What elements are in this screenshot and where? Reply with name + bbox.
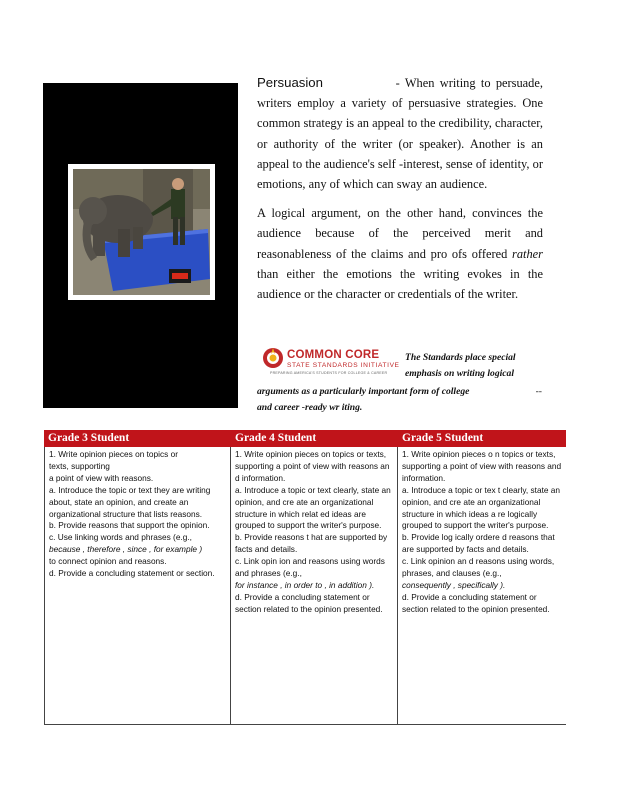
grade-4-line: a. Introduce a topic or text clearly, state an opinion, and cre ate an organizational structure in which relat ed ideas are grouped to support the writer's purpose. [235,484,391,531]
grade-5-line: c. Link opinion an d reasons using words, phrases, and clauses (e.g., [402,556,555,579]
persuasion-body: persuade, writers employ a variety of persuasive strategies. One common strategy is an appeal to the credibility, character, or authority of the writer (or speaker). Another is an appeal to the audience's self -interest, sense of identity, or emotions, any of which can sway an audience. [257,76,543,192]
persuasion-text [257,73,543,304]
grade-3-line: c. Use linking words and phrases (e.g., [49,532,192,543]
table-header-row [44,430,566,447]
logical-argument-paragraph [257,203,543,304]
persuasion-heading: Persuasion [257,75,323,90]
logo-tagline: PREPARING AMERICA'S STUDENTS FOR COLLEGE & CAREER [270,371,388,375]
grade-4-line: b. Provide reasons t hat are supported by facts and details. [235,532,388,555]
standards-note-dash: -- [535,386,542,397]
standards-note-bottom [257,384,542,416]
standards-note-line2: and career -ready wr iting. [257,402,363,413]
grade-4-line: d. Provide a concluding statement or section related to the opinion presented. [235,591,383,614]
grade-3-line: 1. Write opinion pieces on topics or [49,449,178,459]
standards-note-right: The Standards place special emphasis on writing logical [405,352,516,379]
grade-5-line: consequently , specifically ). [402,579,506,590]
grade-standards-table [44,430,566,725]
logical-argument-tail: than either the emotions the writing evokes in the audience or the character or credentials of the writer. [257,266,543,302]
photo-frame [68,164,215,300]
header-grade-5: Grade 5 Student [402,432,484,444]
grade-4-line: for instance , in order to , in addition ). [235,579,375,590]
header-grade-3: Grade 3 Student [48,432,130,444]
grade-4-cell [231,447,398,724]
logo-title: COMMON CORE [287,349,380,361]
grade-3-line: b. Provide reasons that support the opinion. [49,520,210,531]
grade-5-line: b. Provide log ically ordere d reasons that are supported by facts and details. [402,532,555,555]
grade-3-line: because , therefore , since , for example ) [49,544,203,555]
persuasion-lead: - When writing to [395,76,491,90]
grade-4-line: c. Link opin ion and reasons using words and phrases (e.g., [235,556,385,579]
header-grade-4: Grade 4 Student [235,432,317,444]
logical-argument-text: A logical argument, on the other hand, convinces the audience because of the perceived merit and reasonableness of the claims and pro ofs offered [257,206,543,261]
grade-3-line: texts, supporting [49,460,110,471]
elephant-weighing-photo [73,169,210,295]
image-panel [43,83,238,408]
table-body-row [44,447,566,725]
grade-5-line: a. Introduce a topic or tex t clearly, state an opinion, and cre ate an organizational structure in which ideas a re logically grouped to support the writer's purpose. [402,484,561,531]
grade-5-line: d. Provide a concluding statement or section related to the opinion presented. [402,591,550,614]
logo-subtitle: STATE STANDARDS INITIATIVE [287,362,400,369]
logical-argument-italic: rather [512,246,543,261]
grade-3-line: d. Provide a concluding statement or section. [49,568,215,579]
grade-3-line: to connect opinion and reasons. [49,556,167,567]
grade-3-cell [44,447,231,724]
grade-4-line: 1. Write opinion pieces on topics or texts, supporting a point of view with reasons an d information. [235,449,390,483]
grade-5-cell [398,447,566,724]
grade-5-line: 1. Write opinion pieces o n topics or texts, supporting a point of view with reasons and information. [402,449,562,483]
standards-note-line1: arguments as a particularly important form of college [257,386,470,397]
grade-3-line: a point of view with reasons. [49,472,154,483]
grade-3-line: a. Introduce the topic or text they are writing about, state an opinion, and create an organizational structure that lists reasons. [49,484,211,519]
persuasion-paragraph [257,73,543,194]
elephant-scale-illustration [73,169,210,295]
